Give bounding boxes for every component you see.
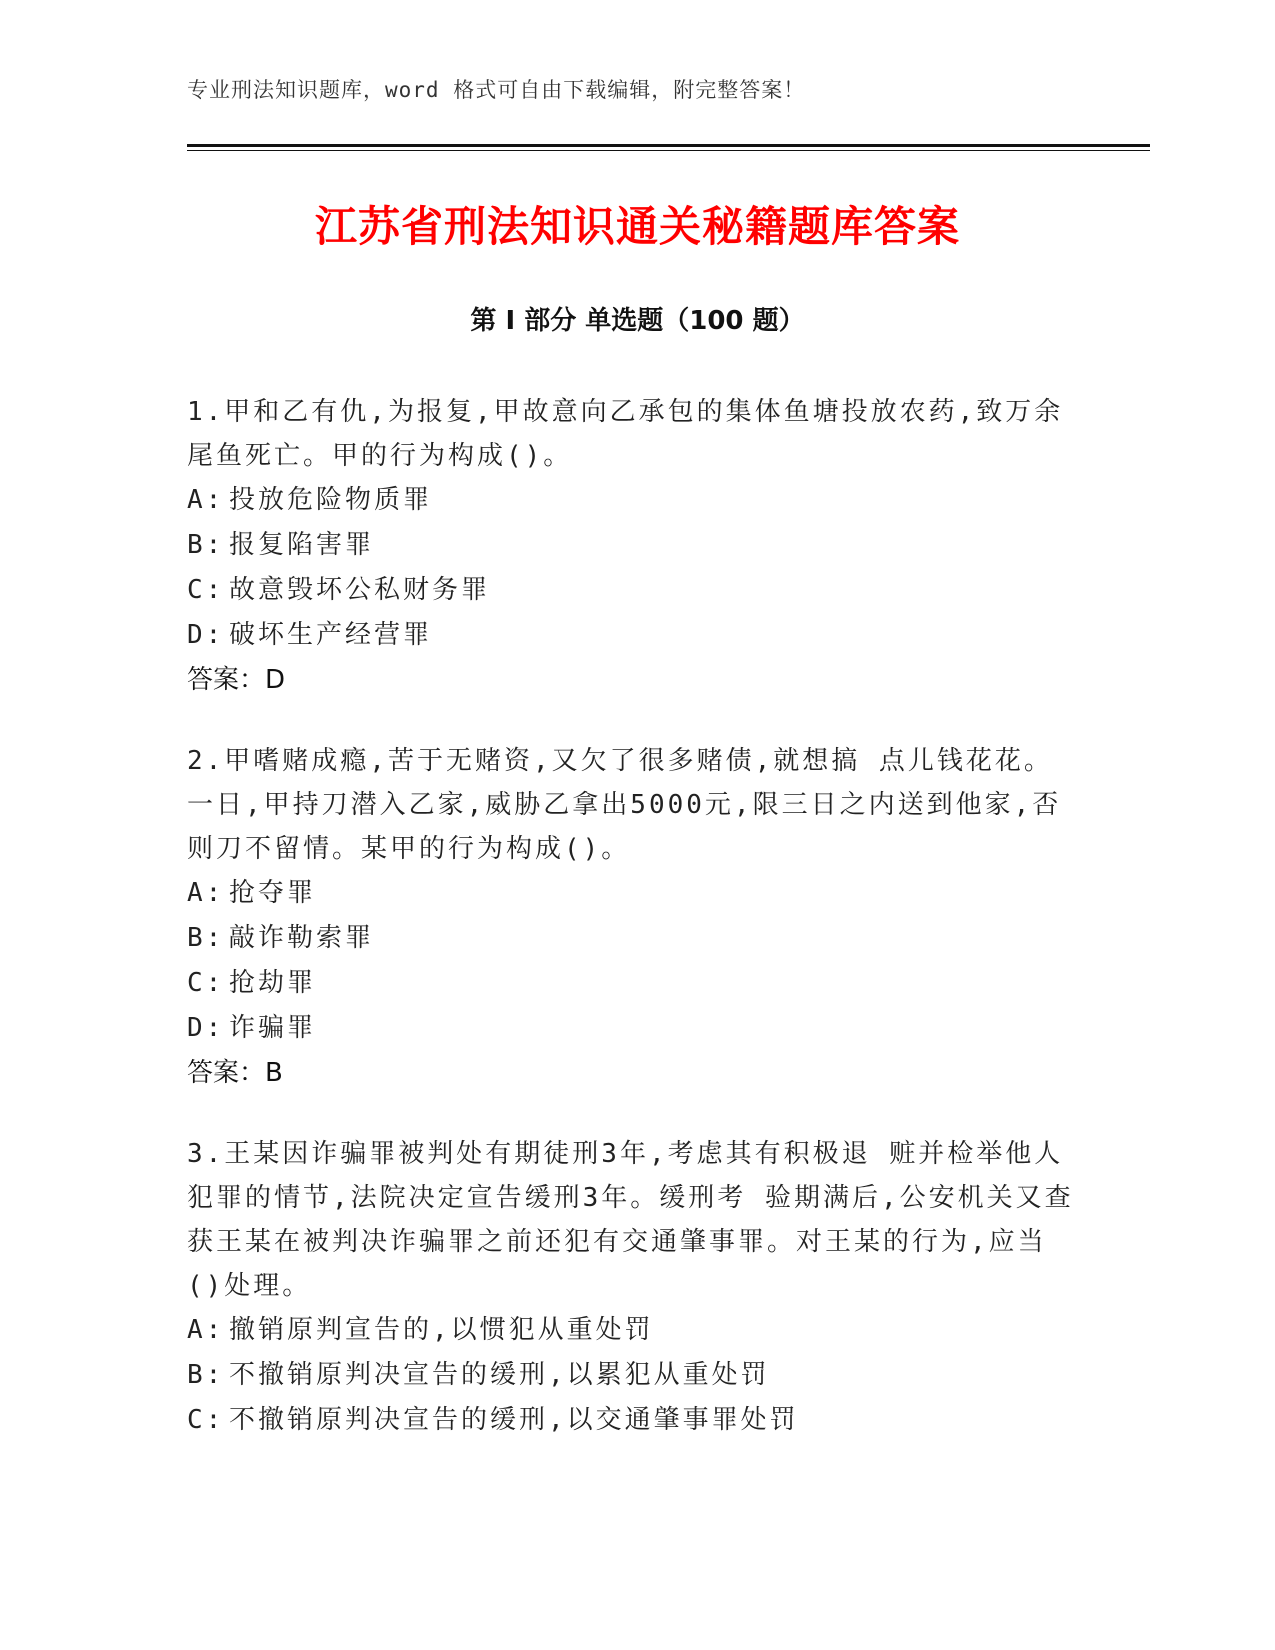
answer-line: 答案：D	[187, 665, 286, 695]
option-text: 撤销原判宣告的,以惯犯从重处罚	[229, 1315, 654, 1345]
option-b	[187, 1353, 1077, 1398]
option-text: 破坏生产经营罪	[229, 620, 433, 650]
option-key: B:	[187, 1360, 225, 1390]
header-note: 专业刑法知识题库，word 格式可自由下载编辑，附完整答案！	[187, 78, 806, 102]
question-text: 1.甲和乙有仇,为报复,甲故意向乙承包的集体鱼塘投放农药,致万余尾鱼死亡。甲的行为构成()。	[187, 397, 1064, 471]
option-key: A:	[187, 878, 225, 908]
section-title: 第 I 部分 单选题（100 题）	[470, 306, 805, 336]
option-d	[187, 613, 1077, 658]
question-3	[187, 1132, 1077, 1443]
option-a	[187, 1308, 1077, 1353]
option-a	[187, 478, 1077, 523]
option-key: B:	[187, 530, 225, 560]
option-c	[187, 568, 1077, 613]
option-text: 诈骗罪	[229, 1013, 317, 1043]
header-rule	[187, 144, 1150, 147]
option-b	[187, 523, 1077, 568]
option-key: D:	[187, 1013, 225, 1043]
question-1	[187, 390, 1077, 703]
answer-line: 答案：B	[187, 1058, 283, 1088]
option-c	[187, 961, 1077, 1006]
option-text: 投放危险物质罪	[229, 485, 433, 515]
option-text: 报复陷害罪	[229, 530, 375, 560]
option-key: A:	[187, 1315, 225, 1345]
option-c	[187, 1398, 1077, 1443]
option-text: 抢劫罪	[229, 968, 317, 998]
question-2	[187, 739, 1077, 1096]
option-d	[187, 1006, 1077, 1051]
option-key: C:	[187, 1405, 225, 1435]
document-title: 江苏省刑法知识通关秘籍题库答案	[314, 202, 960, 251]
option-b	[187, 916, 1077, 961]
question-text: 3.王某因诈骗罪被判处有期徒刑3年,考虑其有积极退 赃并检举他人犯罪的情节,法院决定宣告缓刑3年。缓刑考 验期满后,公安机关又查获王某在被判决诈骗罪之前还犯有交通肇事罪。对王某的行为,应当()处理。	[187, 1139, 1074, 1301]
option-text: 抢夺罪	[229, 878, 317, 908]
question-text: 2.甲嗜赌成瘾,苦于无赌资,又欠了很多赌债,就想搞 点儿钱花花。 一日,甲持刀潜入乙家,威胁乙拿出5000元,限三日之内送到他家,否则刀不留情。某甲的行为构成()。	[187, 746, 1062, 864]
option-text: 故意毁坏公私财务罪	[229, 575, 491, 605]
header-rule-thin	[187, 150, 1150, 151]
option-key: C:	[187, 968, 225, 998]
option-text: 不撤销原判决宣告的缓刑,以交通肇事罪处罚	[229, 1405, 799, 1435]
option-a	[187, 871, 1077, 916]
option-text: 不撤销原判决宣告的缓刑,以累犯从重处罚	[229, 1360, 770, 1390]
option-key: D:	[187, 620, 225, 650]
option-key: A:	[187, 485, 225, 515]
question-list	[187, 390, 1077, 1479]
option-key: B:	[187, 923, 225, 953]
option-key: C:	[187, 575, 225, 605]
option-text: 敲诈勒索罪	[229, 923, 375, 953]
